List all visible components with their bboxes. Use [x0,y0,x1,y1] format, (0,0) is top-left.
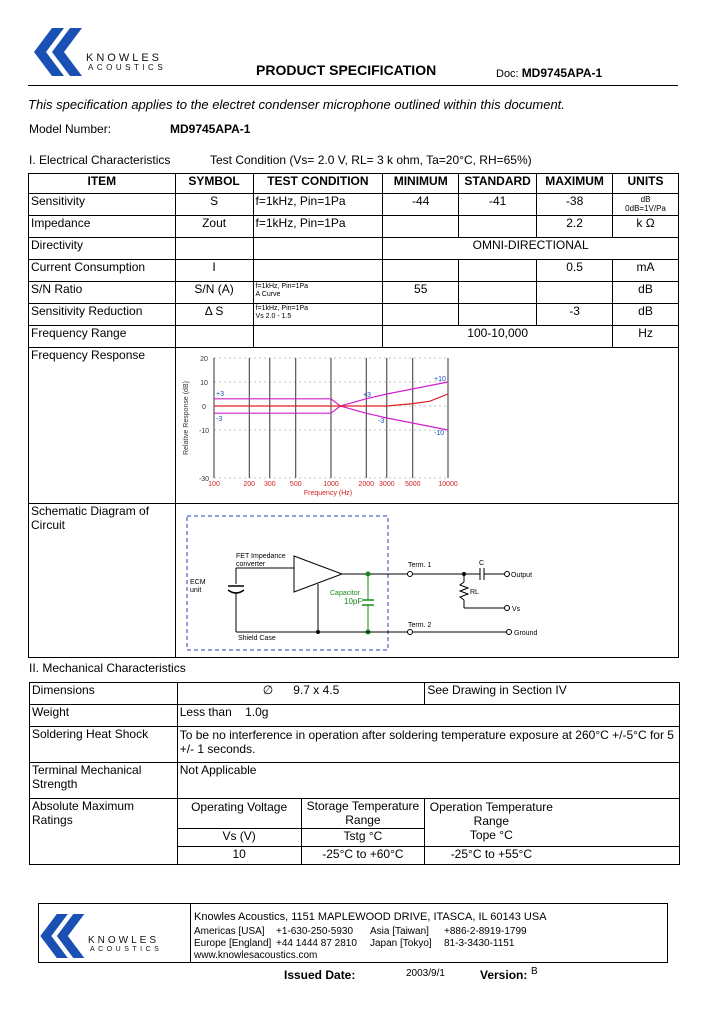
brand-name: KNOWLES [86,52,163,64]
cond-line-2: A Curve [255,291,281,298]
weight-value: Less than 1.0g [177,705,679,727]
footer-logo-icon [40,914,92,958]
row-cond [253,304,383,326]
chart-annotation: +10 [434,376,446,383]
capacitor-value: 10pF [344,597,363,606]
ratings-val2: -25°C to +60°C [301,847,425,865]
dimensions-size: 9.7 x 4.5 [293,683,340,697]
row-item: Sensitivity Reduction [29,304,176,326]
term2-label: Term. 2 [408,622,432,629]
issued-date-value: 2003/9/1 [406,968,445,979]
x-tick-label: 10000 [438,481,458,488]
row-symbol: Δ S [175,304,253,326]
table-row [29,194,679,216]
row-span-value: 100-10,000 [383,326,613,348]
cond-line-1: f=1kHz, Pin=1Pa [255,305,309,312]
footer-asia: Asia [Taiwan] [370,926,429,937]
x-tick-label: 100 [208,481,220,488]
footer-brand: KNOWLES [88,935,160,946]
row-min: 55 [383,282,459,304]
y-tick-label: 0 [202,404,206,411]
table-row [29,282,679,304]
y-tick-label: 20 [200,356,208,363]
knowles-logo-icon [34,28,90,76]
footer-americas-phone: +1-630-250-5930 [276,926,354,937]
row-symbol: Zout [175,216,253,238]
chart-annotation: -10 [434,430,445,437]
row-units: dB [613,282,679,304]
row-symbol: I [175,260,253,282]
table-row [29,304,679,326]
col-symbol: SYMBOL [175,174,253,194]
header-rule [28,85,678,86]
footer-divider [190,903,191,963]
ecm-dashed-outline [187,516,388,650]
ratings-col3 [425,799,680,847]
term1-node [408,572,413,577]
mechanical-heading: II. Mechanical Characteristics [29,661,186,675]
brand-sub: ACOUSTICS [88,63,167,72]
row-units: Hz [613,326,679,348]
heat-shock-value: To be no interference in operation after soldering temperature exposure at 260°C +/-5°C for 5 +/- 1 seconds. [177,727,679,763]
row-max: 2.2 [537,216,613,238]
weight-label: Weight [30,705,178,727]
electrical-heading: I. Electrical Characteristics [29,153,171,167]
y-axis-label: Relative Response (dB) [183,381,190,455]
row-item: Current Consumption [29,260,176,282]
shield-label: Shield Case [238,635,276,642]
y-tick-label: -10 [198,428,210,435]
x-tick-label: 3000 [379,481,395,488]
ecm-label-1: ECM [190,579,206,586]
row-min [383,216,459,238]
c-label: C [479,560,485,567]
doc-number: MD9745APA-1 [521,66,603,80]
model-label: Model Number: [29,122,112,136]
ground-node [507,630,512,635]
table-row [30,727,680,763]
schematic-label: Schematic Diagram of Circuit [29,504,176,658]
footer-asia-phone: +886-2-8919-1799 [444,926,527,937]
x-tick-label: 300 [263,481,276,488]
x-tick-label: 200 [243,481,256,488]
x-axis-label: Frequency (Hz) [303,490,353,497]
output-node [505,572,510,577]
ratings-col2: Storage Temperature Range [301,799,425,829]
footer-europe-phone: +44 1444 87 2810 [276,938,357,949]
table-row [29,260,679,282]
row-symbol: S [175,194,253,216]
issued-date-label: Issued Date: [284,968,356,982]
ratings-val3: -25°C to +55°C [450,847,532,861]
table-row [30,799,680,829]
ratings-col3-title: Operation Temperature Range [429,800,553,828]
units-top: dB [640,195,651,204]
ratings-col1: Operating Voltage [177,799,301,829]
term2-node [408,630,413,635]
fet-label-1: FET Impedance [236,553,286,560]
freq-response-label: Frequency Response [29,348,176,504]
row-std [459,282,537,304]
row-max: -3 [537,304,613,326]
footer-web: www.knowlesacoustics.com [194,950,318,961]
y-tick-label: -30 [198,476,210,483]
vs-label: Vs [512,606,521,613]
dimensions-value [177,683,425,705]
row-item: Impedance [29,216,176,238]
version-label: Version: [480,968,528,982]
doc-line [496,66,602,80]
table-row [30,705,680,727]
row-std [459,216,537,238]
chart-annotation: -3 [216,416,223,424]
ratings-sub2: Tstg °C [301,829,425,847]
row-max: 0.5 [537,260,613,282]
row-span-value: OMNI-DIRECTIONAL [383,238,679,260]
ecm-element [228,586,244,593]
row-cond [253,326,383,348]
row-item: Directivity [29,238,176,260]
row-symbol [175,238,253,260]
x-tick-label: 500 [289,481,302,488]
row-cond [253,238,383,260]
chart-annotation: +3 [216,390,224,398]
version-value: B [531,966,538,977]
col-maximum: MAXIMUM [537,174,613,194]
ratings-sub1: Vs (V) [177,829,301,847]
row-symbol [175,326,253,348]
rl-label: RL [470,589,479,596]
vs-node [505,606,510,611]
row-min [383,304,459,326]
row-max: -38 [537,194,613,216]
row-units: k Ω [613,216,679,238]
ground-label: Ground [514,630,538,637]
row-item: S/N Ratio [29,282,176,304]
row-max [537,282,613,304]
table-row [30,683,680,705]
heat-shock-label: Soldering Heat Shock [30,727,178,763]
row-units: dB [613,304,679,326]
x-tick-label: 2000 [358,481,375,488]
frequency-response-chart [178,350,478,502]
row-item: Sensitivity [29,194,176,216]
table-row [30,763,680,799]
schematic-diagram [178,506,548,654]
row-item: Frequency Range [29,326,176,348]
terminal-value: Not Applicable [177,763,679,799]
capacitor-label: Capacitor [330,590,360,597]
row-std [459,304,537,326]
ratings-sub3: Tope °C [469,828,513,842]
col-standard: STANDARD [459,174,537,194]
model-value: MD9745APA-1 [170,122,251,136]
dimensions-note: See Drawing in Section IV [425,683,680,705]
col-units: UNITS [613,174,679,194]
table-row [29,238,679,260]
footer-brand-sub: ACOUSTICS [90,946,163,953]
chart-annotation: -3 [378,418,385,426]
term1-label: Term. 1 [408,562,432,569]
row-symbol: S/N (A) [175,282,253,304]
ratings-val1: 10 [177,847,301,865]
x-tick-label: 5000 [404,481,421,488]
ratings-val3-cell [425,847,680,865]
table-row [29,216,679,238]
row-min [383,260,459,282]
junction-dot [366,572,371,577]
page-title: PRODUCT SPECIFICATION [256,62,437,78]
output-label: Output [511,572,533,579]
intro-text: This specification applies to the electret condenser microphone outlined within this document. [28,97,565,112]
col-item: ITEM [29,174,176,194]
mechanical-table [29,682,680,865]
row-cond: f=1kHz, Pin=1Pa [253,194,383,216]
footer-japan-phone: 81-3-3430-1151 [444,938,515,949]
footer-europe: Europe [England] [194,938,272,949]
ratings-label: Absolute Maximum Ratings [30,799,178,865]
row-units: mA [613,260,679,282]
row-cond: f=1kHz, Pin=1Pa [253,216,383,238]
chart-annotation: +3 [363,391,371,399]
ecm-label-2: unit [190,587,202,594]
row-cond [253,282,383,304]
diameter-icon: ∅ [262,683,274,697]
y-tick-label: 10 [200,380,208,387]
row-units [613,194,679,216]
table-row [29,326,679,348]
row-std [459,260,537,282]
units-bottom: 0dB=1V/Pa [625,204,666,213]
col-minimum: MINIMUM [383,174,459,194]
row-std: -41 [459,194,537,216]
row-min: -44 [383,194,459,216]
fet-label-2: converter [236,561,266,568]
test-condition: Test Condition (Vs= 2.0 V, RL= 3 k ohm, Ta=20°C, RH=65%) [210,153,532,167]
doc-label: Doc: [496,68,519,80]
dimensions-label: Dimensions [30,683,178,705]
x-tick-label: 1000 [323,481,339,488]
rl-resistor [460,582,468,600]
terminal-label: Terminal Mechanical Strength [30,763,178,799]
footer-japan: Japan [Tokyo] [370,938,432,949]
cond-line-1: f=1kHz, Pin=1Pa [255,283,309,290]
footer-americas: Americas [USA] [194,926,265,937]
footer-address: Knowles Acoustics, 1151 MAPLEWOOD DRIVE, ITASCA, IL 60143 USA [194,911,547,923]
col-test-condition: TEST CONDITION [253,174,383,194]
cond-line-2: Vs 2.0 - 1.5 [255,313,292,320]
row-cond [253,260,383,282]
